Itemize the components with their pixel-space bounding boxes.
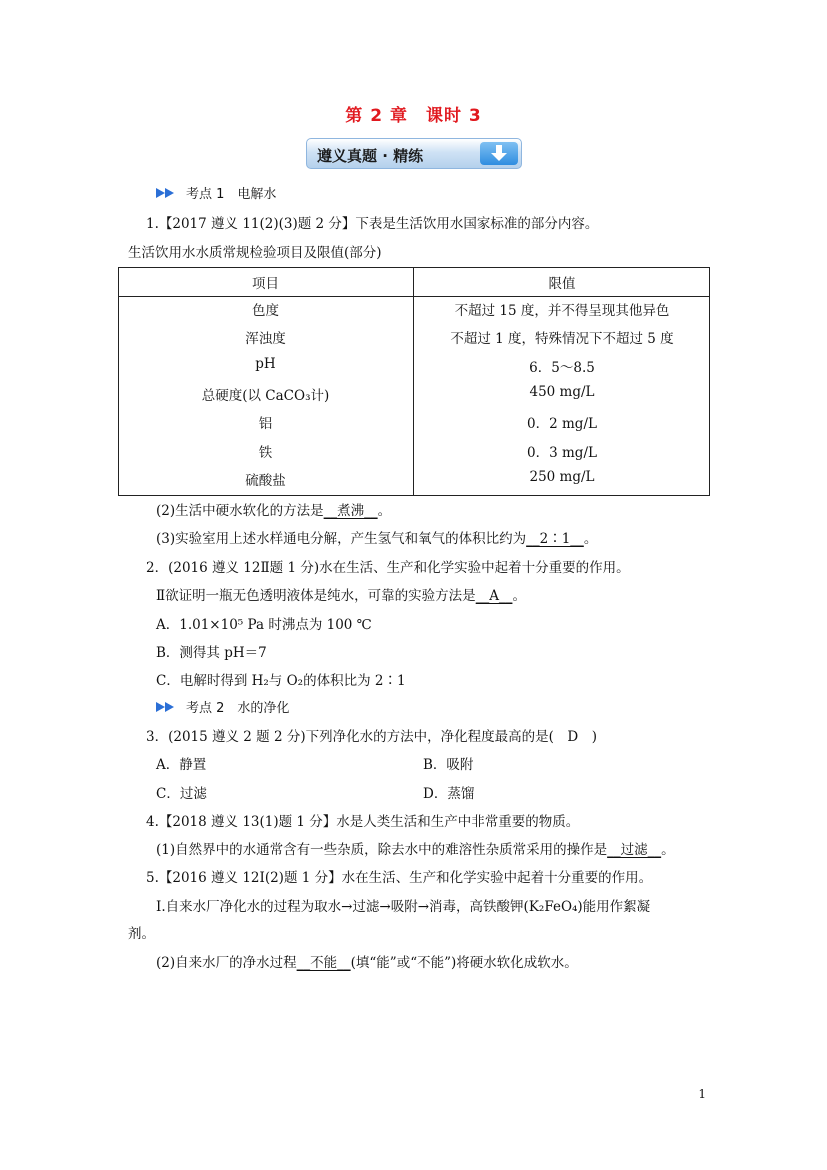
table-cell: 250 mg/L xyxy=(529,469,595,485)
answer: __2∶1__ xyxy=(526,531,584,547)
table-cell: 总硬度(以 CaCO₃计) xyxy=(201,388,330,404)
table-cell: 不超过 1 度，特殊情况下不超过 5 度 xyxy=(450,331,674,347)
q4-sub: (1)自然界中的水通常含有一些杂质，除去水中的难溶性杂质常采用的操作是__过滤__。 xyxy=(156,842,675,858)
q2-option-b: B．测得其 pH＝7 xyxy=(156,645,267,661)
q2-option-c: C．电解时得到 H₂与 O₂的体积比为 2∶1 xyxy=(156,673,406,689)
table-header-limit: 限值 xyxy=(548,276,576,292)
q5-stem: 5.【2016 遵义 12Ⅰ(2)题 1 分】水在生活、生产和化学实验中起着十分重要的作用。 xyxy=(146,870,653,886)
page-number: 1 xyxy=(698,1087,706,1101)
double-arrow-icon xyxy=(156,701,176,716)
q4-stem: 4.【2018 遵义 13(1)题 1 分】水是人类生活和生产中非常重要的物质。 xyxy=(146,814,580,830)
banner-label: 遵义真题 · 精练 xyxy=(317,147,424,165)
table-cell: pH xyxy=(255,356,276,372)
table-header-item: 项目 xyxy=(252,276,279,292)
q5-para-cont: 剂。 xyxy=(128,926,155,942)
table-cell: 0．3 mg/L xyxy=(527,445,597,461)
table-caption: 生活饮用水水质常规检验项目及限值(部分) xyxy=(128,245,382,261)
q3-option-d: D．蒸馏 xyxy=(423,786,475,802)
table-cell: 不超过 15 度，并不得呈现其他异色 xyxy=(454,303,670,319)
table-cell: 450 mg/L xyxy=(529,384,595,400)
table-cell: 硫酸盐 xyxy=(245,473,286,489)
table-cell: 色度 xyxy=(252,303,279,319)
double-arrow-icon xyxy=(156,187,176,202)
table-cell: 浑浊度 xyxy=(245,331,286,347)
down-arrow-icon xyxy=(480,142,518,165)
answer: __煮沸__ xyxy=(323,503,378,519)
answer: __不能__ xyxy=(296,955,351,971)
q5-para: Ⅰ.自来水厂净化水的过程为取水→过滤→吸附→消毒，高铁酸钾(K₂FeO₄)能用作絮凝 xyxy=(156,899,651,915)
q2-option-a: A．1.01×10⁵ Pa 时沸点为 100 ℃ xyxy=(156,617,372,633)
section-banner xyxy=(306,138,522,169)
section-heading-2: 考点 2 水的净化 xyxy=(156,697,289,716)
q2-sub: Ⅱ欲证明一瓶无色透明液体是纯水，可靠的实验方法是__A__。 xyxy=(156,588,526,604)
answer: __A__ xyxy=(475,588,513,604)
q3-option-c: C．过滤 xyxy=(156,786,207,802)
answer: __过滤__ xyxy=(607,842,662,858)
q3-option-a: A．静置 xyxy=(156,757,207,773)
q1-part3: (3)实验室用上述水样通电分解，产生氢气和氧气的体积比约为__2∶1__。 xyxy=(156,531,598,547)
q3-stem: 3．(2015 遵义 2 题 2 分)下列净化水的方法中，净化程度最高的是( D ) xyxy=(146,729,597,745)
table-cell: 6．5～8.5 xyxy=(529,360,595,376)
table-cell: 0．2 mg/L xyxy=(527,416,597,432)
section-heading-1: 考点 1 电解水 xyxy=(156,183,276,202)
table-cell: 铝 xyxy=(258,416,273,432)
q5-sub: (2)自来水厂的净水过程__不能__(填“能”或“不能”)将硬水软化成软水。 xyxy=(156,955,578,971)
page-title: 第 2 章 课时 3 xyxy=(345,106,482,126)
q1-part2: (2)生活中硬水软化的方法是__煮沸__。 xyxy=(156,503,392,519)
q3-option-b: B．吸附 xyxy=(423,757,474,773)
q2-stem: 2．(2016 遵义 12Ⅱ题 1 分)水在生活、生产和化学实验中起着十分重要的作用。 xyxy=(146,560,630,576)
q1-stem: 1.【2017 遵义 11(2)(3)题 2 分】下表是生活饮用水国家标准的部分内容。 xyxy=(146,216,599,232)
table-cell: 铁 xyxy=(258,445,273,461)
